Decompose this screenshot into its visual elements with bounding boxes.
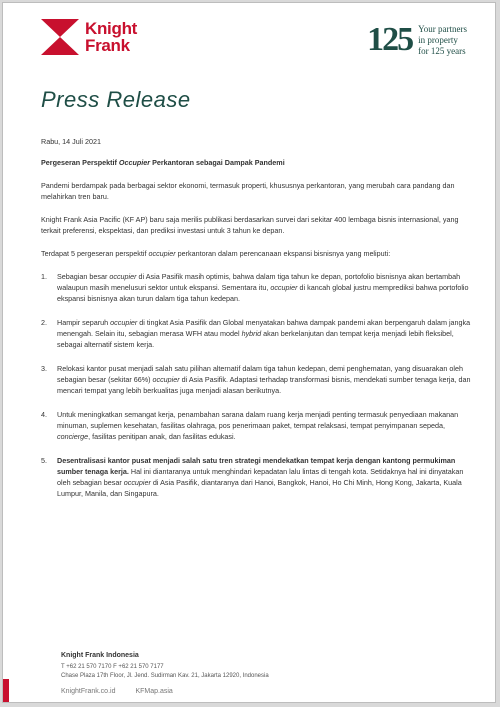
- footer-link-map[interactable]: KFMap.asia: [135, 688, 173, 695]
- document-body: [41, 136, 473, 512]
- anniversary-line-1: Your partners: [418, 23, 467, 34]
- anniversary-badge: [367, 21, 467, 59]
- footer-address: Chase Plaza 17th Floor, Jl. Jend. Sudirman Kav. 21, Jakarta 12920, Indonesia: [61, 673, 269, 679]
- knight-frank-logo-icon: [41, 19, 79, 55]
- anniversary-line-3: for 125 years: [418, 45, 466, 56]
- footer-company: Knight Frank Indonesia: [61, 652, 139, 659]
- paragraph-3: Terdapat 5 pergeseran perspektif occupier perkantoran dalam perencanaan ekspansi bisnisnya yang meliputi:: [41, 249, 391, 258]
- release-headline: Pergeseran Perspektif Occupier Perkantoran sebagai Dampak Pandemi: [41, 158, 285, 167]
- list-item: 1. Sebagian besar occupier di Asia Pasifik masih optimis, bahwa dalam tiga tahun ke depan, portofolio bisnisnya akan bertambah walaupun masih menelusuri sektor untuk ekspansi. Sementara itu, occupier di kancah global justru memprediksi bahwa portofolio ekspansi bisnisnya akan turun dalam tiga tahun kedepan.: [41, 272, 469, 303]
- document-page: [2, 2, 496, 703]
- footer: [61, 651, 269, 696]
- anniversary-number: 125: [367, 21, 413, 58]
- list-item: 5. Desentralisasi kantor pusat menjadi salah satu tren strategi mendekatkan tempat kerja dengan kantong permukiman sumber tenaga kerja. Hal ini diantaranya untuk menghindari kepadatan lalu lintas di tengah kota. Setidaknya hal ini dinyatakan oleh sebagian besar occupier di Asia Pasifik, diantaranya dari Hanoi, Bangkok, Hanoi, Ho Chi Minh, Hong Kong, Jakarta, Kuala Lumpur, Manila, dan Singapura.: [41, 456, 464, 498]
- anniversary-line-2: in property: [418, 34, 458, 45]
- logo-word-frank: Frank: [85, 36, 130, 55]
- footer-phone: T +62 21 570 7170 F +62 21 570 7177: [61, 664, 164, 670]
- list-item: 3. Relokasi kantor pusat menjadi salah satu pilihan alternatif dalam tiga tahun kedepan, demi penghematan, yang disuarakan oleh sebagian besar (sekitar 66%) occupier di Asia Pasifik. Adaptasi terhadap transformasi bisnis, mendekati sumber tenaga kerja, dan mencari tempat yang lebih berkualitas juga menjadi alasan berikutnya.: [41, 364, 471, 395]
- list-item: 2. Hampir separuh occupier di tingkat Asia Pasifik dan Global menyatakan bahwa dampak pandemi akan berpengaruh dalam jangka menengah. Selain itu, sebagian merasa WFH atau model hybrid akan berkelanjutan dan tempat kerja menjadi lebih fleksibel, sebagai alternatif sistem kerja.: [41, 318, 471, 349]
- logo-word-knight: Knight: [85, 19, 138, 38]
- footer-link-website[interactable]: KnightFrank.co.id: [61, 688, 116, 695]
- paragraph-1: Pandemi berdampak pada berbagai sektor ekonomi, termasuk properti, khususnya perkantoran, yang merubah cara pandang dan melahirkan tren baru.: [41, 181, 455, 201]
- paragraph-2: Knight Frank Asia Pacific (KF AP) baru saja merilis publikasi berdasarkan survei dari sekitar 400 lembaga bisnis internasional, yang terkait preferensi, ekspektasi, dan prediksi investasi untuk 3 tahun ke depan.: [41, 215, 459, 235]
- findings-list: [41, 271, 473, 499]
- footer-accent-bar: [3, 679, 9, 703]
- knight-frank-logo: [41, 19, 137, 55]
- release-date: Rabu, 14 Juli 2021: [41, 137, 101, 146]
- list-item: 4. Untuk meningkatkan semangat kerja, penambahan sarana dalam ruang kerja menjadi penting termasuk penyediaan makanan minuman, suplemen kesehatan, fasilitas olahraga, pos penerimaan paket, tempat relaksasi, tempat penyimpanan sepeda, concierge, fasilitas penitipan anak, dan fasilitas edukasi.: [41, 410, 459, 441]
- page-title: Press Release: [41, 87, 191, 112]
